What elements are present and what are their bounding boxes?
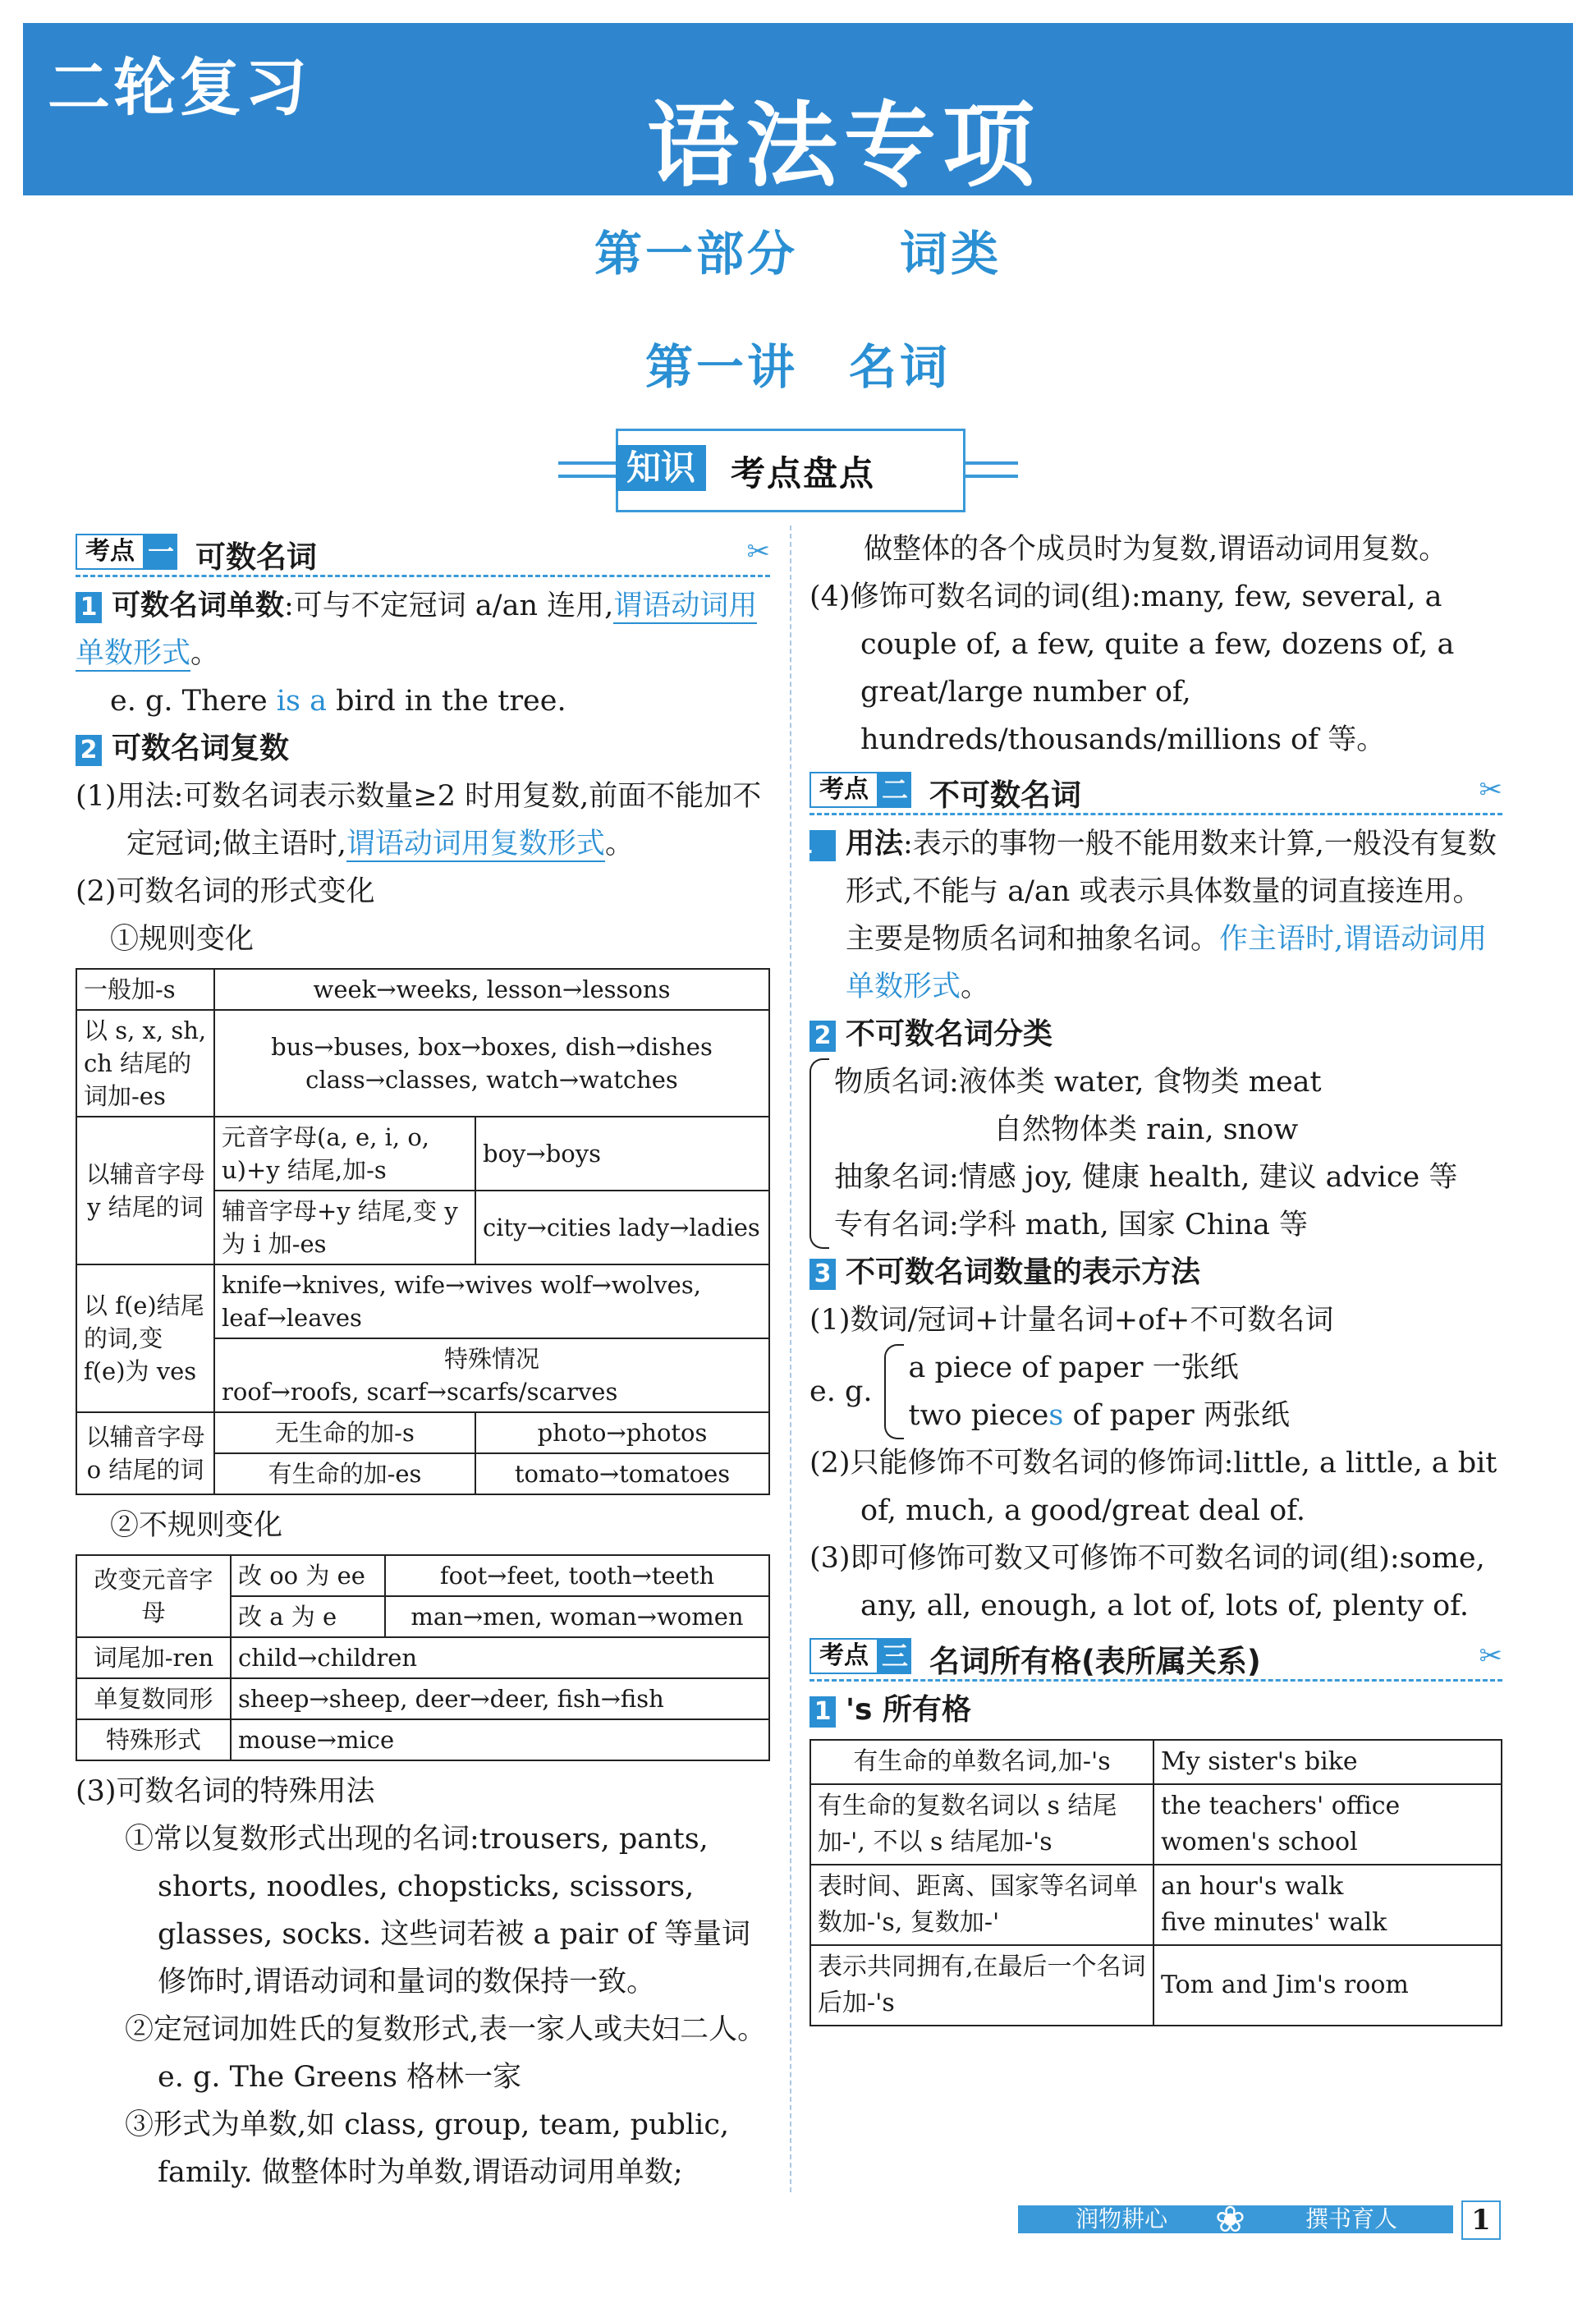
k2-usage: 1 用法:表示的事物一般不能用数来计算,一般没有复数形式,不能与 a/an 或表示具体数量的词直接连用。主要是物质名词和抽象名词。作主语时,谓语动词用单数形式。	[796, 828, 1497, 1003]
example-brace: e. g. a piece of paper 一张纸 two pieces of paper 两张纸	[809, 1344, 1502, 1439]
scissors-icon: ✂	[746, 535, 770, 568]
usage-1: (1)用法:可数名词表示数量≥2 时用复数,前面不能加不定冠词;做主语时,谓语动词用复数形式。	[76, 780, 762, 860]
quantity-2: (2)只能修饰不可数名词的修饰词:little, a little, a bit of, much, a good/great deal of.	[809, 1447, 1497, 1527]
scissors-icon: ✂	[1479, 1640, 1502, 1673]
special-3: ③形式为单数,如 class, group, team, public, family. 做整体时为单数,谓语动词用单数;	[125, 2109, 730, 2189]
section-banner	[558, 429, 1018, 511]
kp2-title: 不可数名词	[929, 778, 1081, 813]
kp1-header: 考点 一 可数名词 ✂	[76, 525, 770, 577]
lotus-icon: ❀	[1215, 2199, 1245, 2241]
k3-heading: 1 's 所有格	[809, 1686, 1502, 1734]
lecture-title: 第一讲 名词	[644, 339, 951, 395]
modifiers-countable: (4)修饰可数名词的词(组):many, few, several, a couple of, a few, quite a few, dozens of, a great/large number of, hundreds/thousands/millions of 等。	[809, 580, 1455, 756]
k2-classify-heading: 2 不可数名词分类	[809, 1011, 1502, 1058]
kp3-title: 名词所有格(表所属关系)	[929, 1644, 1261, 1679]
continuation: 做整体的各个成员时为复数,谓语动词用复数。	[864, 533, 1448, 566]
page-number: 1	[1461, 2200, 1501, 2240]
s1-example: e. g. There is a bird in the tree.	[110, 685, 566, 718]
kp2-header: 考点 二 不可数名词 ✂	[809, 764, 1502, 815]
kp1-title: 可数名词	[195, 539, 317, 575]
irregular-table: 改变元音字母 改 oo 为 ee foot→feet, tooth→teeth 改 a 为 e man→men, woman→women 词尾加-ren child→children 单复数同形 sheep→sheep, deer→deer, fish→fish 特殊形式 mouse→mice	[76, 1554, 770, 1761]
column-divider	[790, 525, 791, 2192]
usage-3: (3)可数名词的特殊用法	[76, 1775, 375, 1808]
regular-heading: ①规则变化	[110, 923, 255, 956]
left-column	[76, 525, 770, 2196]
usage-2: (2)可数名词的形式变化	[76, 875, 375, 908]
header-banner	[23, 23, 1573, 195]
s1-paragraph: 1 可数名词单数:可与不定冠词 a/an 连用,谓语动词用单数形式。	[76, 590, 758, 670]
k2-quantity-heading: 3 不可数名词数量的表示方法	[809, 1249, 1502, 1296]
right-column	[796, 525, 1502, 2033]
s2-heading: 2 可数名词复数	[76, 725, 770, 773]
section-tag: 知识	[616, 445, 706, 491]
special-1: ①常以复数形式出现的名词:trousers, pants, shorts, noodles, chopsticks, scissors, glasses, socks. 这些词若被 a pair of 等量词修饰时,谓语动词和量词的数保持一致。	[125, 1823, 750, 1998]
footer-left: 润物耕心	[1075, 2205, 1168, 2232]
part-title: 第一部分 词类	[594, 226, 1002, 282]
possessive-table: 有生命的单数名词,加-'s My sister's bike 有生命的复数名词以 s 结尾加-', 不以 s 结尾加-'s the teachers' office women's school 表时间、距离、国家等名词单数加-'s, 复数加-' an hour's walk five minutes' walk 表示共同拥有,在最后一个名词后加-'s Tom and Jim's room	[809, 1739, 1502, 2026]
regular-table: 一般加-s week→weeks, lesson→lessons 以 s, x, sh, ch 结尾的词加-es bus→buses, box→boxes, dish→dishes class→classes, watch→watches 以辅音字母 y 结尾的词 元音字母(a, e, i, o, u)+y 结尾,加-s boy→boys 辅音字母+y 结尾,变 y 为 i 加-es city→cities lady→ladies 以 f(e)结尾的词,变 f(e)为 ves knife→knives, wife→wives wolf→wolves, leaf→leaves 特殊情况 roof→roofs, scarf→scarfs/scarves 以辅音字母 o 结尾的词 无生命的加-s photo→photos 有生命的加-es tomato→tomatoes	[76, 968, 770, 1495]
classify-brace: 物质名词:液体类 water, 食物类 meat 自然物体类 rain, snow 抽象名词:情感 joy, 健康 health, 建议 advice 等 专有名词:学科 math, 国家 China 等	[809, 1058, 1502, 1249]
special-2: ②定冠词加姓氏的复数形式,表一家人或夫妇二人。e. g. The Greens 格林一家	[125, 2013, 767, 2094]
banner-title: 语法专项	[647, 92, 1041, 195]
scissors-icon: ✂	[1479, 773, 1502, 806]
banner-tag: 二轮复习	[48, 51, 310, 124]
quantity-1: (1)数词/冠词+计量名词+of+不可数名词	[809, 1304, 1334, 1337]
kp3-header: 考点 三 名词所有格(表所属关系) ✂	[809, 1630, 1502, 1682]
footer	[1018, 2199, 1494, 2241]
quantity-3: (3)即可修饰可数又可修饰不可数名词的词(组):some, any, all, enough, a lot of, lots of, plenty of.	[809, 1542, 1485, 1622]
section-text: 考点盘点	[731, 453, 876, 493]
footer-right: 撰书育人	[1305, 2205, 1398, 2232]
irregular-heading: ②不规则变化	[110, 1509, 283, 1542]
